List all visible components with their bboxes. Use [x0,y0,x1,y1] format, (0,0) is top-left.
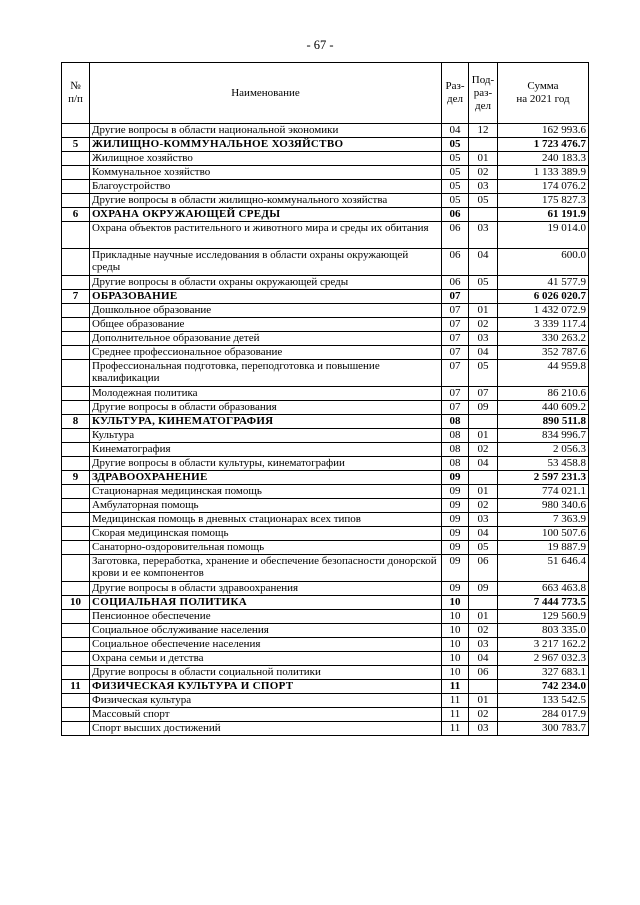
cell-rz: 07 [442,318,469,332]
cell-prz: 04 [469,249,498,276]
cell-sum: 44 959.8 [498,360,589,387]
cell-sum: 980 340.6 [498,499,589,513]
cell-prz: 04 [469,457,498,471]
table-row [62,401,589,415]
cell-sum: 327 683.1 [498,666,589,680]
cell-sum: 352 787.6 [498,346,589,360]
cell-num [62,222,90,249]
cell-num [62,541,90,555]
cell-num [62,555,90,582]
header-name-label: Наименование [231,86,300,99]
cell-name: Благоустройство [90,180,442,194]
table-row [62,666,589,680]
cell-sum: 129 560.9 [498,610,589,624]
table-row [62,527,589,541]
table-row [62,694,589,708]
cell-name: Массовый спорт [90,708,442,722]
cell-prz [469,680,498,694]
cell-num [62,694,90,708]
cell-sum: 3 339 117.4 [498,318,589,332]
cell-num: 11 [62,680,90,694]
cell-sum: 1 723 476.7 [498,138,589,152]
cell-sum: 7 363.9 [498,513,589,527]
cell-sum: 174 076.2 [498,180,589,194]
cell-prz: 02 [469,166,498,180]
cell-sum: 3 217 162.2 [498,638,589,652]
cell-sum: 2 597 231.3 [498,471,589,485]
cell-name: Среднее профессиональное образование [90,346,442,360]
cell-rz: 09 [442,582,469,596]
cell-rz: 07 [442,346,469,360]
section-row [62,415,589,429]
cell-num [62,513,90,527]
cell-sum: 803 335.0 [498,624,589,638]
table-row [62,652,589,666]
cell-sum: 7 444 773.5 [498,596,589,610]
section-row [62,596,589,610]
cell-rz: 06 [442,276,469,290]
cell-sum: 41 577.9 [498,276,589,290]
cell-sum: 53 458.8 [498,457,589,471]
cell-num [62,387,90,401]
cell-rz: 05 [442,138,469,152]
cell-prz: 01 [469,485,498,499]
cell-sum: 742 234.0 [498,680,589,694]
cell-num [62,652,90,666]
cell-num [62,485,90,499]
cell-prz: 02 [469,318,498,332]
cell-rz: 07 [442,387,469,401]
section-row [62,471,589,485]
cell-num [62,332,90,346]
cell-num [62,666,90,680]
cell-rz: 07 [442,401,469,415]
cell-name: Другие вопросы в области здравоохранения [90,582,442,596]
table-row [62,332,589,346]
table-row [62,346,589,360]
cell-prz: 01 [469,610,498,624]
table-row [62,555,589,582]
cell-sum: 133 542.5 [498,694,589,708]
cell-sum: 19 887.9 [498,541,589,555]
cell-name: КУЛЬТУРА, КИНЕМАТОГРАФИЯ [90,415,442,429]
cell-prz: 05 [469,194,498,208]
cell-sum: 86 210.6 [498,387,589,401]
table-row [62,708,589,722]
header-sum [498,63,589,124]
cell-rz: 05 [442,180,469,194]
table-row [62,457,589,471]
cell-num: 5 [62,138,90,152]
cell-rz: 05 [442,166,469,180]
cell-rz: 07 [442,290,469,304]
cell-prz: 04 [469,527,498,541]
cell-num [62,166,90,180]
cell-num [62,499,90,513]
cell-name: Прикладные научные исследования в области охраны окружающей среды [90,249,442,276]
cell-num [62,304,90,318]
cell-prz: 03 [469,180,498,194]
cell-name: Кинематография [90,443,442,457]
cell-rz: 09 [442,541,469,555]
cell-prz: 12 [469,124,498,138]
cell-sum: 61 191.9 [498,208,589,222]
header-name [90,63,442,124]
cell-rz: 09 [442,471,469,485]
cell-rz: 11 [442,722,469,736]
cell-sum: 440 609.2 [498,401,589,415]
cell-name: ЖИЛИЩНО-КОММУНАЛЬНОЕ ХОЗЯЙСТВО [90,138,442,152]
cell-sum: 51 646.4 [498,555,589,582]
cell-prz: 04 [469,346,498,360]
cell-prz: 05 [469,541,498,555]
cell-prz: 03 [469,222,498,249]
table-row [62,360,589,387]
cell-sum: 663 463.8 [498,582,589,596]
cell-name: Другие вопросы в области жилищно-коммунального хозяйства [90,194,442,208]
cell-num [62,722,90,736]
cell-prz: 06 [469,555,498,582]
cell-prz: 01 [469,429,498,443]
cell-rz: 04 [442,124,469,138]
cell-rz: 11 [442,708,469,722]
cell-num [62,180,90,194]
header-razdel [442,63,469,124]
cell-name: Пенсионное обеспечение [90,610,442,624]
cell-prz: 03 [469,638,498,652]
cell-prz: 02 [469,443,498,457]
cell-prz: 03 [469,722,498,736]
cell-num [62,152,90,166]
cell-sum: 2 056.3 [498,443,589,457]
cell-num [62,124,90,138]
cell-num [62,249,90,276]
table-row [62,638,589,652]
table-row [62,610,589,624]
cell-name: Общее образование [90,318,442,332]
cell-num [62,360,90,387]
cell-name: Амбулаторная помощь [90,499,442,513]
cell-prz [469,290,498,304]
cell-rz: 10 [442,610,469,624]
cell-num: 9 [62,471,90,485]
cell-prz: 07 [469,387,498,401]
cell-rz: 10 [442,666,469,680]
cell-sum: 19 014.0 [498,222,589,249]
cell-prz: 02 [469,708,498,722]
table-row [62,722,589,736]
cell-prz: 09 [469,582,498,596]
cell-name: Физическая культура [90,694,442,708]
section-row [62,290,589,304]
cell-prz: 02 [469,624,498,638]
cell-num: 10 [62,596,90,610]
cell-name: Санаторно-оздоровительная помощь [90,541,442,555]
table-row [62,443,589,457]
cell-num [62,610,90,624]
cell-rz: 09 [442,527,469,541]
cell-name: Профессиональная подготовка, переподготовка и повышение квалификации [90,360,442,387]
table-row [62,582,589,596]
header-podrazdel [469,63,498,124]
table-row [62,194,589,208]
cell-rz: 06 [442,208,469,222]
cell-rz: 11 [442,694,469,708]
cell-rz: 09 [442,513,469,527]
cell-sum: 240 183.3 [498,152,589,166]
cell-name: Спорт высших достижений [90,722,442,736]
cell-sum: 330 263.2 [498,332,589,346]
cell-num [62,457,90,471]
table-row [62,304,589,318]
cell-name: Коммунальное хозяйство [90,166,442,180]
cell-sum: 834 996.7 [498,429,589,443]
cell-num [62,527,90,541]
cell-name: Другие вопросы в области охраны окружающей среды [90,276,442,290]
cell-num [62,401,90,415]
cell-name: Социальное обеспечение населения [90,638,442,652]
cell-name: Молодежная политика [90,387,442,401]
cell-rz: 10 [442,652,469,666]
cell-rz: 08 [442,415,469,429]
cell-prz: 01 [469,152,498,166]
cell-prz: 02 [469,499,498,513]
cell-rz: 08 [442,429,469,443]
cell-prz [469,596,498,610]
header-num [62,63,90,124]
table-row [62,152,589,166]
cell-rz: 05 [442,194,469,208]
cell-name: Охрана объектов растительного и животного мира и среды их обитания [90,222,442,249]
cell-sum: 6 026 020.7 [498,290,589,304]
header-num-label: № п/п [68,80,83,105]
table-row [62,387,589,401]
cell-num: 8 [62,415,90,429]
cell-sum: 774 021.1 [498,485,589,499]
cell-name: Скорая медицинская помощь [90,527,442,541]
cell-num [62,429,90,443]
cell-prz: 09 [469,401,498,415]
cell-sum: 300 783.7 [498,722,589,736]
cell-sum: 1 133 389.9 [498,166,589,180]
table-row [62,624,589,638]
cell-prz [469,138,498,152]
cell-prz: 05 [469,360,498,387]
cell-name: ЗДРАВООХРАНЕНИЕ [90,471,442,485]
cell-rz: 11 [442,680,469,694]
cell-rz: 10 [442,638,469,652]
cell-name: Другие вопросы в области социальной политики [90,666,442,680]
cell-name: Охрана семьи и детства [90,652,442,666]
table-row [62,166,589,180]
cell-num [62,638,90,652]
cell-sum: 284 017.9 [498,708,589,722]
cell-name: Другие вопросы в области национальной экономики [90,124,442,138]
cell-prz [469,208,498,222]
cell-rz: 09 [442,485,469,499]
cell-rz: 07 [442,360,469,387]
header-razdel-label: Раз- дел [445,80,465,105]
cell-rz: 10 [442,596,469,610]
cell-rz: 05 [442,152,469,166]
cell-sum: 162 993.6 [498,124,589,138]
table-row [62,429,589,443]
cell-num [62,194,90,208]
cell-name: Дополнительное образование детей [90,332,442,346]
cell-rz: 06 [442,222,469,249]
cell-rz: 09 [442,499,469,513]
cell-rz: 07 [442,332,469,346]
cell-num [62,624,90,638]
table-row [62,318,589,332]
cell-rz: 10 [442,624,469,638]
cell-prz: 06 [469,666,498,680]
cell-name: Культура [90,429,442,443]
cell-sum: 890 511.8 [498,415,589,429]
cell-sum: 1 432 072.9 [498,304,589,318]
table-row [62,222,589,249]
section-row [62,680,589,694]
cell-num [62,346,90,360]
cell-name: ОХРАНА ОКРУЖАЮЩЕЙ СРЕДЫ [90,208,442,222]
cell-name: СОЦИАЛЬНАЯ ПОЛИТИКА [90,596,442,610]
table-header-row [62,63,589,124]
cell-name: ФИЗИЧЕСКАЯ КУЛЬТУРА И СПОРТ [90,680,442,694]
cell-rz: 08 [442,457,469,471]
cell-prz [469,471,498,485]
cell-sum: 2 967 032.3 [498,652,589,666]
cell-name: Другие вопросы в области образования [90,401,442,415]
cell-rz: 09 [442,555,469,582]
cell-prz: 01 [469,304,498,318]
cell-sum: 100 507.6 [498,527,589,541]
cell-name: Социальное обслуживание населения [90,624,442,638]
cell-name: Стационарная медицинская помощь [90,485,442,499]
cell-name: Жилищное хозяйство [90,152,442,166]
cell-rz: 08 [442,443,469,457]
cell-prz: 04 [469,652,498,666]
cell-prz: 01 [469,694,498,708]
cell-prz: 05 [469,276,498,290]
table-row [62,249,589,276]
cell-name: Другие вопросы в области культуры, кинематографии [90,457,442,471]
cell-sum: 600.0 [498,249,589,276]
page-number: - 67 - [306,38,334,52]
cell-num [62,708,90,722]
table-row [62,541,589,555]
cell-num [62,582,90,596]
cell-num [62,443,90,457]
header-podrazdel-label: Под- раз- дел [471,73,495,112]
table-row [62,124,589,138]
cell-rz: 06 [442,249,469,276]
budget-table [61,62,589,736]
cell-sum: 175 827.3 [498,194,589,208]
cell-name: Медицинская помощь в дневных стационарах всех типов [90,513,442,527]
cell-num [62,318,90,332]
header-sum-label: Сумма на 2021 год [516,80,570,105]
cell-name: ОБРАЗОВАНИЕ [90,290,442,304]
cell-prz: 03 [469,332,498,346]
table-row [62,180,589,194]
cell-prz [469,415,498,429]
section-row [62,138,589,152]
cell-name: Дошкольное образование [90,304,442,318]
cell-num: 6 [62,208,90,222]
cell-rz: 07 [442,304,469,318]
cell-num [62,276,90,290]
table-row [62,276,589,290]
cell-prz: 03 [469,513,498,527]
cell-name: Заготовка, переработка, хранение и обеспечение безопасности донорской крови и ее компонентов [90,555,442,582]
section-row [62,208,589,222]
cell-num: 7 [62,290,90,304]
table-row [62,513,589,527]
table-row [62,499,589,513]
table-body [62,124,589,736]
table-row [62,485,589,499]
